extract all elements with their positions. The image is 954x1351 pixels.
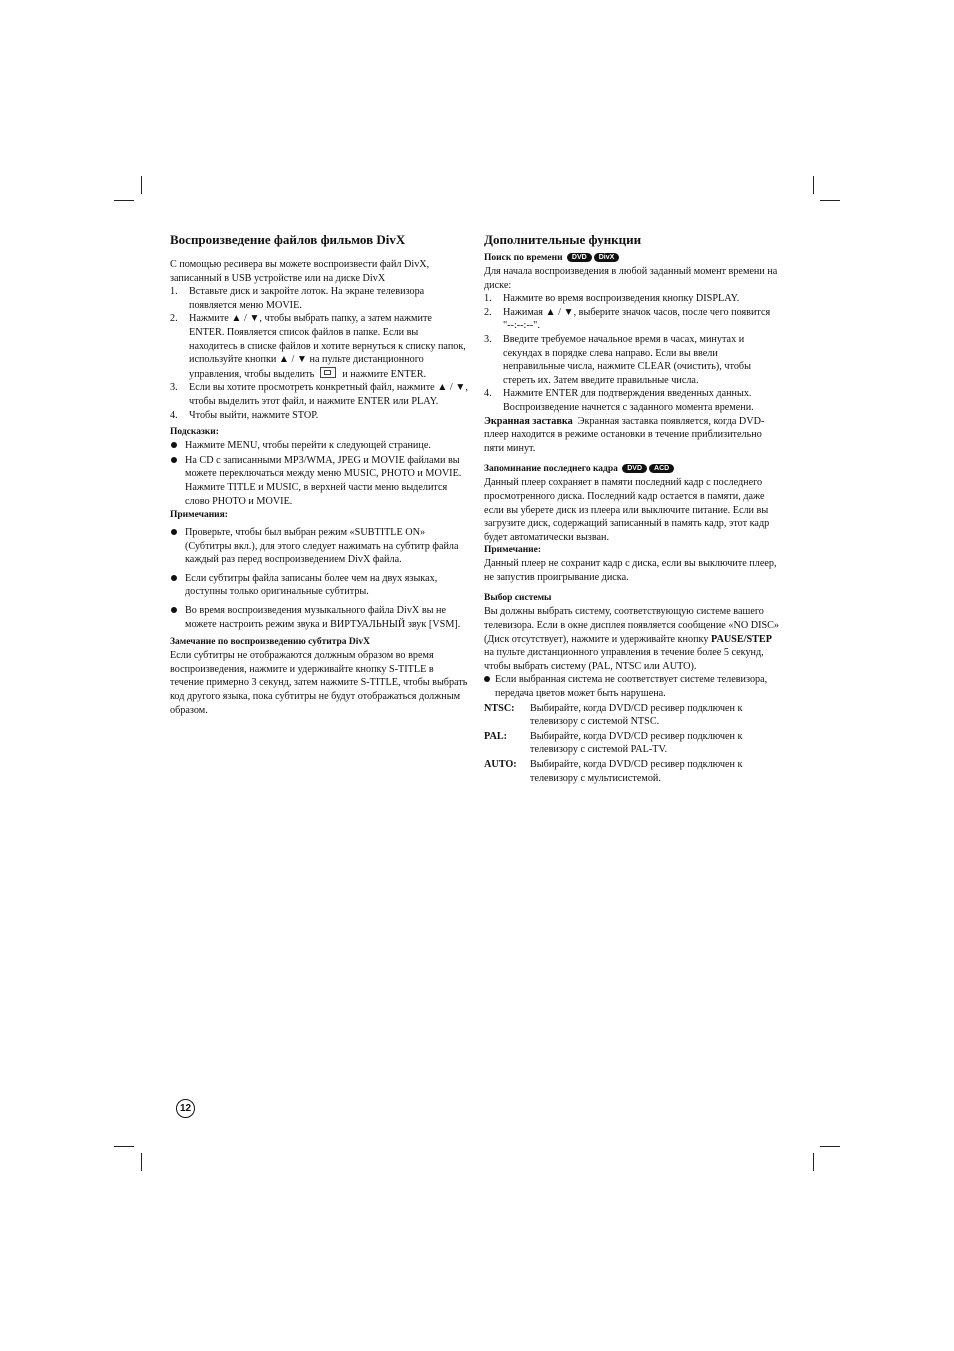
crop-mark	[813, 176, 814, 194]
last-frame-note-text: Данный плеер не сохранит кадр с диска, если вы выключите плеер, не запустив проигрывание диска.	[484, 558, 777, 583]
def-term: AUTO:	[484, 759, 517, 770]
right-column	[484, 232, 780, 785]
list-item: Если субтитры файла записаны более чем на двух языках, доступны только оригинальные субтитры.	[170, 572, 468, 599]
pause-step-key: PAUSE/STEP	[711, 633, 772, 645]
notes-heading: Примечания:	[170, 510, 228, 521]
system-heading: Выбор системы	[484, 593, 552, 604]
divx-intro: С помощью ресивера вы можете воспроизвести файл DivX, записанный в USB устройстве или на диске DivX	[170, 259, 430, 284]
system-bullets	[484, 673, 780, 700]
step-item: 4. Нажмите ENTER для подтверждения введенных данных. Воспроизведение начнется с заданного момента времени.	[484, 388, 754, 413]
system-definitions	[484, 702, 780, 786]
step-item: 3. Введите требуемое начальное время в часах, минутах и секундах в порядке слева направо. Если вы ввели неправильные числа, нажмите CLEAR (очистить), чтобы стереть их. Затем введите правильные числа.	[484, 333, 751, 386]
time-search-steps	[484, 292, 780, 414]
step-item: 1. Вставьте диск и закройте лоток. На экране телевизора появляется меню MOVIE.	[170, 286, 425, 311]
step-item: 2. Нажимая ▲ / ▼, выберите значок часов, после чего появится "--:--:--".	[484, 306, 771, 332]
screensaver-paragraph: Экранная заставка Экранная заставка появляется, когда DVD-плеер находится в режиме остановки в течение приблизительно пяти минут.	[484, 415, 765, 454]
crop-mark	[813, 1153, 814, 1171]
folder-up-icon	[320, 367, 336, 378]
subtitle-note-heading: Замечание по воспроизведению субтитра DivX	[170, 637, 371, 648]
def-term: PAL:	[484, 730, 508, 742]
list-item: На CD с записанными MP3/WMA, JPEG и MOVIE файлами вы можете переключаться между меню MUSIC, PHOTO и MOVIE. Нажмите TITLE и MUSIC, в верхней части меню выделится слово PHOTO и MOVIE.	[170, 454, 468, 508]
crop-mark	[820, 200, 840, 201]
step-item: 1. Нажмите во время воспроизведения кнопку DISPLAY.	[484, 293, 740, 305]
list-item: Во время воспроизведения музыкального файла DivX вы не можете настроить режим звука и ВИРТУАЛЬНЫЙ звук [VSM].	[170, 604, 468, 631]
section-title-extra: Дополнительные функции	[484, 232, 642, 247]
hints-list	[170, 439, 468, 508]
time-search-heading: Поиск по времени DVD DivX	[484, 252, 780, 265]
step-item: 2. Нажмите ▲ / ▼, чтобы выбрать папку, а затем нажмите ENTER. Появляется список файлов в папке. Если вы находитесь в списке файлов и хотите вернуться к списку папок, используйте кнопки ▲ / ▼ на пульте дистанционного управления, чтобы выделить и нажмите ENTER.	[170, 313, 466, 380]
section-title-divx: Воспроизведение файлов фильмов DivX	[170, 232, 406, 247]
crop-mark	[141, 176, 142, 194]
acd-badge: ACD	[649, 464, 674, 473]
def-term: NTSC:	[484, 702, 515, 714]
time-search-intro: Для начала воспроизведения в любой заданный момент времени на диске:	[484, 266, 778, 291]
notes-list	[170, 526, 468, 631]
def-desc: Выбирайте, когда DVD/CD ресивер подключен к телевизору с системой PAL-TV.	[530, 730, 743, 756]
last-frame-note-heading: Примечание:	[484, 545, 542, 556]
crop-mark	[114, 1146, 134, 1147]
page-number: 12	[176, 1099, 195, 1118]
last-frame-text: Данный плеер сохраняет в памяти последний кадр с последнего просмотренного диска. Последний кадр остается в памяти, даже если вы уберете диск из плеера или выключите питание. Если вы загрузите диск, содержащий записанный в память кадр, этот кадр будет автоматически вызван.	[484, 477, 770, 543]
def-desc: Выбирайте, когда DVD/CD ресивер подключен к телевизору с мультисистемой.	[530, 759, 743, 784]
subtitle-note-text: Если субтитры не отображаются должным образом во время воспроизведения, нажмите и удерживайте кнопку S-TITLE в течение примерно 3 секунд, затем нажмите S-TITLE, чтобы выбрать код другого языка, пока субтитры не будут отображаться должным образом.	[170, 650, 468, 716]
list-item: Если выбранная система не соответствует системе телевизора, передача цветов может быть нарушена.	[484, 673, 780, 700]
crop-mark	[141, 1153, 142, 1171]
list-item: Нажмите MENU, чтобы перейти к следующей странице.	[170, 439, 468, 453]
dvd-badge: DVD	[622, 464, 647, 473]
divx-steps	[170, 285, 468, 422]
screensaver-label: Экранная заставка	[484, 415, 573, 427]
crop-mark	[820, 1146, 840, 1147]
last-frame-heading: Запоминание последнего кадра DVD ACD	[484, 463, 780, 476]
system-text: Вы должны выбрать систему, соответствующую системе вашего телевизора. Если в окне дисплея появляется сообщение «NO DISC» (Диск отсутствует), нажмите и удерживайте кнопку PAUSE/STEP на пульте дистанционного управления в течение более 5 секунд, чтобы выбрать систему (PAL, NTSC или AUTO).	[484, 606, 780, 672]
step-item: 4. Чтобы выйти, нажмите STOP.	[170, 409, 319, 421]
list-item: Проверьте, чтобы был выбран режим «SUBTITLE ON» (Субтитры вкл.), для этого следует нажимать на субтитр файла каждый раз перед воспроизведением DivX файла.	[170, 526, 468, 567]
crop-mark	[114, 200, 134, 201]
step-item: 3. Если вы хотите просмотреть конкретный файл, нажмите ▲ / ▼, чтобы выделить этот файл, и нажмите ENTER или PLAY.	[170, 382, 468, 407]
divx-badge: DivX	[594, 253, 620, 262]
def-desc: Выбирайте, когда DVD/CD ресивер подключен к телевизору с системой NTSC.	[530, 702, 743, 728]
hints-heading: Подсказки:	[170, 427, 219, 438]
left-column	[170, 232, 468, 717]
dvd-badge: DVD	[567, 253, 592, 262]
